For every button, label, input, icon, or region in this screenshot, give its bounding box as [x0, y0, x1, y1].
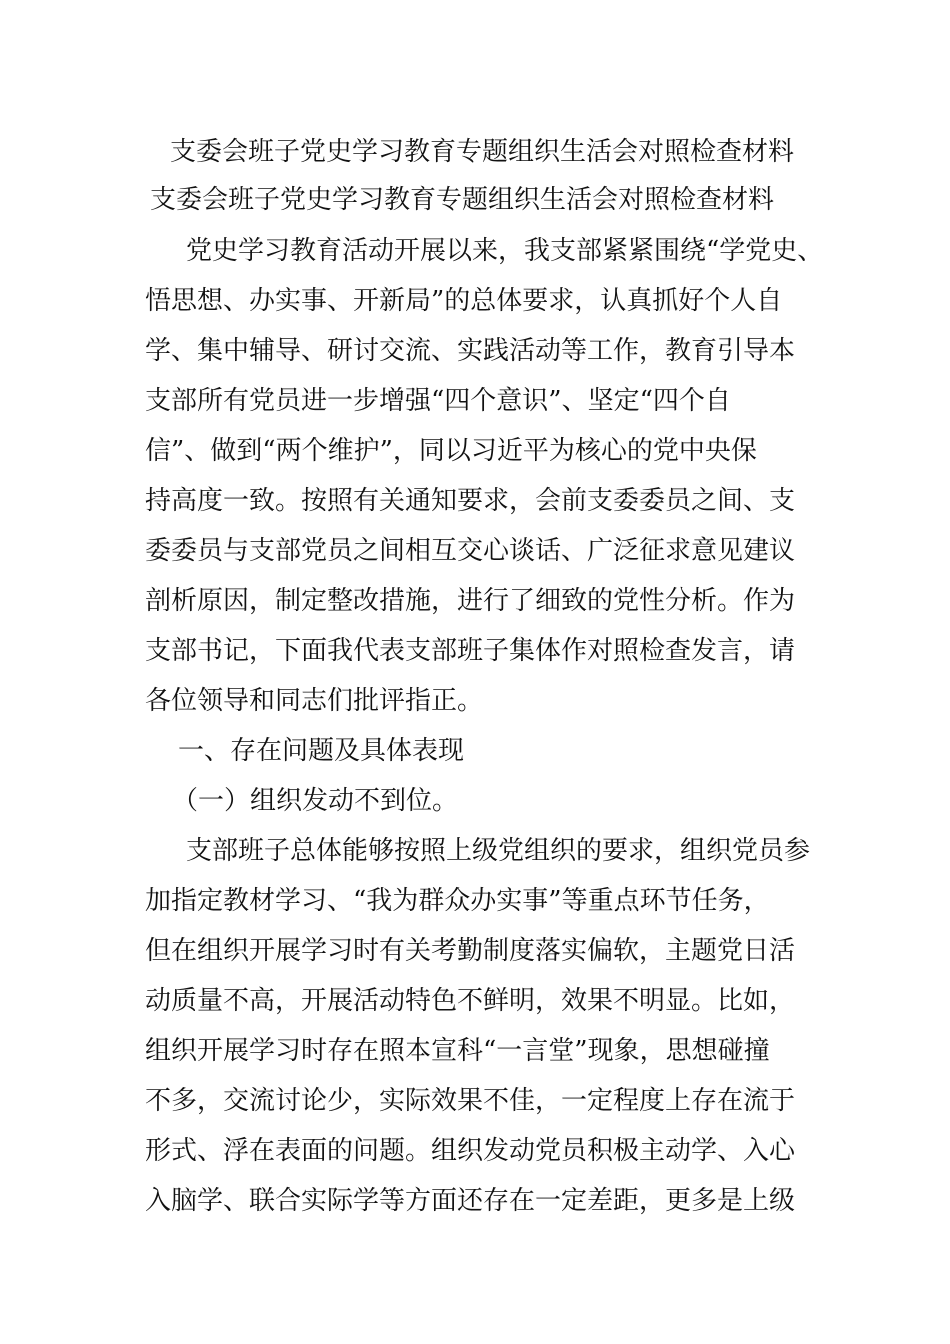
intro-paragraph-line: 党史学习教育活动开展以来，我支部紧紧围绕“学党史、: [186, 236, 824, 266]
body-paragraph-line: 但在组织开展学习时有关考勤制度落实偏软，主题党日活: [145, 936, 796, 966]
intro-paragraph-line: 支部书记，下面我代表支部班子集体作对照检查发言，请: [145, 636, 796, 666]
intro-paragraph-line: 持高度一致。按照有关通知要求，会前支委委员之间、支: [145, 486, 796, 516]
intro-paragraph-line: 信”、做到“两个维护”，同以习近平为核心的党中央保: [145, 436, 757, 466]
body-paragraph-line: 形式、浮在表面的问题。组织发动党员积极主动学、入心: [145, 1136, 796, 1166]
document-title: 支委会班子党史学习教育专题组织生活会对照检查材料: [170, 137, 795, 167]
body-paragraph-line: 不多，交流讨论少，实际效果不佳，一定程度上存在流于: [145, 1086, 796, 1116]
subsection-heading: （一）组织发动不到位。: [172, 786, 459, 816]
intro-paragraph-line: 支部所有党员进一步增强“四个意识”、坚定“四个自: [145, 386, 731, 416]
intro-paragraph-line: 委委员与支部党员之间相互交心谈话、广泛征求意见建议: [145, 536, 796, 566]
section-heading: 一、存在问题及具体表现: [178, 736, 465, 766]
intro-paragraph-line: 剖析原因，制定整改措施，进行了细致的党性分析。作为: [145, 586, 796, 616]
body-paragraph-line: 入脑学、联合实际学等方面还存在一定差距，更多是上级: [145, 1186, 796, 1216]
body-paragraph-line: 支部班子总体能够按照上级党组织的要求，组织党员参: [186, 836, 811, 866]
body-paragraph-line: 加指定教材学习、“我为群众办实事”等重点环节任务，: [145, 886, 770, 916]
document-subtitle: 支委会班子党史学习教育专题组织生活会对照检查材料: [150, 185, 775, 215]
intro-paragraph-line: 各位领导和同志们批评指正。: [145, 686, 484, 716]
intro-paragraph-line: 悟思想、办实事、开新局”的总体要求，认真抓好个人自: [145, 286, 783, 316]
body-paragraph-line: 动质量不高，开展活动特色不鲜明，效果不明显。比如，: [145, 986, 796, 1016]
body-paragraph-line: 组织开展学习时存在照本宣科“一言堂”现象，思想碰撞: [145, 1036, 770, 1066]
intro-paragraph-line: 学、集中辅导、研讨交流、实践活动等工作，教育引导本: [145, 336, 796, 366]
